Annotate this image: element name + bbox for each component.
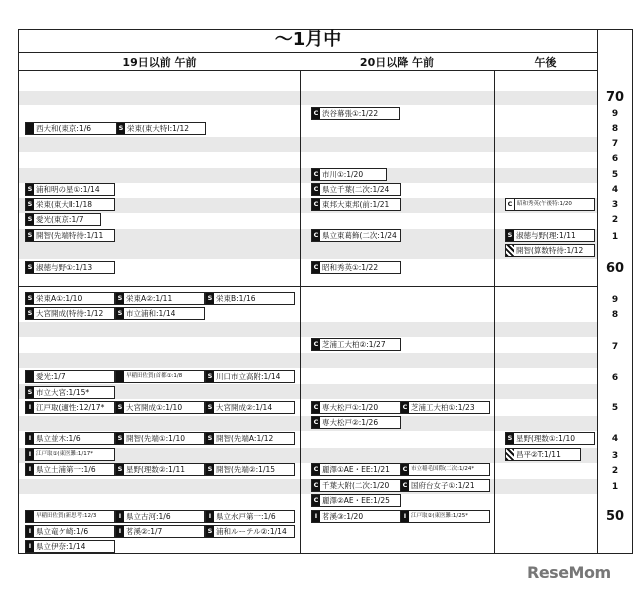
region-marker-icon: C [313,263,319,271]
region-marker-icon: I [312,511,320,522]
scale-label: 1 [611,232,619,242]
school-entry [311,463,401,476]
school-entry [25,122,117,135]
region-marker-icon: C [402,403,408,411]
region-marker-icon: C [313,185,319,193]
region-marker-icon: C [313,418,319,426]
school-entry-label: 芝浦工大柏②:1/27 [322,340,386,349]
region-marker-icon [506,245,514,256]
school-entry-label: 県立伊奈:1/14 [36,542,86,551]
school-entry [25,229,115,242]
school-entry [115,307,205,320]
region-marker-icon: S [27,309,33,317]
school-entry [505,244,595,257]
grid-band [19,353,597,368]
school-entry-label: 西大和(東京:1/6 [36,124,92,133]
school-entry-label: 市立稲毛国際(二次:1/24* [411,466,475,472]
region-marker-icon [116,371,124,382]
region-marker-icon: S [117,309,123,317]
school-entry-label: 県立水戸第一:1/6 [216,512,276,521]
region-marker-icon: C [313,231,319,239]
school-entry [400,463,490,476]
page-title: ～1月中 [274,29,342,50]
school-entry-label: 浦和明の星①:1/14 [36,185,100,194]
school-entry [205,525,295,538]
school-entry-label: 茗溪②:1/7 [126,527,163,536]
school-entry [205,432,295,445]
region-marker-icon [26,511,34,522]
school-entry-label: 浦和ルーテル②:1/14 [216,527,287,536]
school-entry-label: 栄東(東大特Ⅰ:1/12 [127,124,190,133]
region-marker-icon: I [26,526,34,537]
school-entry-label: 昌平②T:1/11 [516,450,561,459]
region-marker-icon: I [116,511,124,522]
school-entry [311,183,401,196]
school-entry [400,510,490,523]
region-marker-icon: S [27,215,33,223]
school-entry [25,386,115,399]
region-marker-icon: I [26,433,34,444]
scale-label: 4 [611,185,619,195]
school-entry [25,448,115,461]
region-marker-icon: S [207,434,213,442]
grid-band [19,479,597,494]
school-entry-label: 市立浦和:1/14 [126,309,176,318]
school-entry-label: 専大松戸①:1/20 [322,403,379,412]
region-marker-icon: S [507,231,513,239]
school-entry-label: 昭和秀英(午後特:1/20 [517,201,572,207]
scale-label: 5 [611,170,619,180]
scale-label: 60 [605,261,625,276]
school-entry-label: 千葉大附(二次:1/20 [322,481,390,490]
school-entry-label: 国府台女子①:1/21 [411,481,475,490]
region-marker-icon: S [117,434,123,442]
region-marker-icon: S [118,124,124,132]
scale-label: 3 [611,200,619,210]
school-entry-label: 昭和秀英①:1/22 [322,263,379,272]
school-entry-label: 芝浦工大柏①:1/23 [411,403,475,412]
school-entry [25,307,115,320]
scale-label: 2 [611,466,619,476]
school-entry [25,261,115,274]
column-divider [494,71,495,554]
region-marker-icon: I [26,541,34,552]
school-entry [400,401,490,414]
school-entry [25,525,115,538]
school-entry [115,432,205,445]
region-marker-icon: C [313,496,319,504]
school-entry-label: 渋谷幕張①:1/22 [322,109,379,118]
scale-label: 9 [611,109,619,119]
school-entry-label: 江戸取(適性:12/17* [36,403,105,412]
school-entry-label: 県立東葛飾(二次:1/24 [322,231,397,240]
school-entry-label: 江戸取①(東医難:1/17* [36,451,94,457]
region-marker-icon: S [117,403,123,411]
school-entry [25,292,115,305]
school-entry-label: 麗澤②AE・EE:1/25 [322,496,390,505]
region-marker-icon: C [313,403,319,411]
region-marker-icon [26,123,34,134]
region-marker-icon: S [117,294,123,302]
region-marker-icon: C [313,109,319,117]
school-entry [115,401,205,414]
school-entry [311,494,401,507]
school-entry-label: 東邦大東邦(前:1/21 [322,200,390,209]
school-entry [311,168,387,181]
scale-label: 4 [611,434,619,444]
scale-label: 3 [611,451,619,461]
grid-band [19,416,597,431]
region-marker-icon: C [402,481,408,489]
school-entry-label: 江戸取②(東医難:1/25* [411,513,469,519]
school-entry [115,525,205,538]
school-entry-label: 県立古河:1/6 [126,512,171,521]
school-entry-label: 開智(先端特待:1/11 [36,231,104,240]
school-entry-label: 早稲田佐賀(首都①:1/8 [126,373,183,379]
scale-label: 8 [611,124,619,134]
school-entry [25,183,115,196]
school-entry [205,463,295,476]
scale-label: 8 [611,310,619,320]
scale-label: 70 [605,90,625,105]
school-entry [25,540,115,553]
region-marker-icon: I [116,526,124,537]
school-entry-label: 大宮開成①:1/10 [126,403,183,412]
school-entry [25,198,115,211]
school-entry-label: 茗溪③:1/20 [322,512,364,521]
school-entry-label: 開智(先端②:1/15 [216,465,276,474]
school-entry [115,510,205,523]
school-entry [115,370,205,383]
school-entry-label: 麗澤①AE・EE:1/21 [322,465,390,474]
school-entry-label: 川口市立高附:1/14 [216,372,281,381]
region-marker-icon: S [207,527,213,535]
section-divider [19,286,597,287]
scale-label: 6 [611,373,619,383]
region-marker-icon: S [207,403,213,411]
scale-label: 7 [611,342,619,352]
school-entry [311,198,401,211]
school-entry-label: 星野(理数①:1/10 [516,434,576,443]
school-entry-label: 開智(先端A:1/12 [216,434,274,443]
school-entry [505,198,595,211]
header-before-19: 19日以前 午前 [19,52,300,71]
school-entry-label: 栄東A①:1/10 [36,294,83,303]
region-marker-icon: I [206,511,214,522]
school-entry [25,370,115,383]
school-entry [311,107,400,120]
region-marker-icon: I [26,402,34,413]
school-entry [25,510,115,523]
school-entry-label: 愛光:1/7 [36,372,66,381]
school-entry-label: 開智(先端①:1/10 [126,434,186,443]
school-entry-label: 星野(理数②:1/11 [126,465,186,474]
school-entry [311,261,401,274]
school-entry [205,401,295,414]
region-marker-icon: S [117,465,123,473]
school-entry [311,510,401,523]
school-entry [205,292,295,305]
school-entry-label: 早稲田佐賀(新思考:12/3 [36,513,97,519]
grid-band [19,322,597,337]
school-entry [116,122,206,135]
school-entry-label: 県立土浦第一:1/6 [36,465,96,474]
region-marker-icon: C [506,199,515,210]
school-entry [311,229,401,242]
school-entry [311,401,401,414]
school-entry-label: 大宮開成(特待:1/12 [36,309,104,318]
school-entry [205,510,295,523]
school-entry-label: 県立竜ケ崎:1/6 [36,527,89,536]
school-entry-label: 市立大宮:1/15* [36,388,90,397]
grid-band [19,91,597,105]
school-entry-label: 栄東B:1/16 [216,294,256,303]
school-entry-label: 淑徳与野①:1/13 [36,263,93,272]
school-entry-label: 愛光(東京:1/7 [36,215,84,224]
region-marker-icon: C [313,170,319,178]
school-entry [505,432,595,445]
region-marker-icon: I [401,511,409,522]
region-marker-icon: I [26,449,34,460]
school-entry [400,479,490,492]
region-marker-icon: C [402,465,408,473]
header-afternoon: 午後 [494,52,597,71]
region-marker-icon: S [507,434,513,442]
region-marker-icon: C [313,481,319,489]
region-marker-icon: C [313,200,319,208]
school-entry [505,229,595,242]
school-entry [25,432,115,445]
school-entry-label: 大宮開成②:1/14 [216,403,273,412]
school-entry-label: 開智(算数特待:1/12 [516,246,584,255]
school-entry [115,463,205,476]
region-marker-icon: S [207,372,213,380]
school-entry-label: 県立並木:1/6 [36,434,81,443]
region-marker-icon: C [313,465,319,473]
scale-label: 7 [611,139,619,149]
resemom-logo: ReseMom [527,563,611,582]
school-entry [205,370,295,383]
school-entry-label: 市川①:1/20 [322,170,364,179]
region-marker-icon: S [27,200,33,208]
grid-band [19,137,597,152]
region-marker-icon: S [27,185,33,193]
school-entry [311,338,401,351]
school-entry [115,292,205,305]
school-entry [25,213,101,226]
region-marker-icon: S [27,263,33,271]
scale-label: 1 [611,482,619,492]
school-entry-label: 栄東A②:1/11 [126,294,173,303]
column-divider [300,71,301,554]
region-marker-icon: I [26,464,34,475]
region-marker-icon [506,449,514,460]
region-marker-icon: S [207,465,213,473]
school-entry [311,479,401,492]
school-entry [505,448,581,461]
school-entry [25,463,115,476]
school-entry-label: 淑徳与野(理:1/11 [516,231,576,240]
region-marker-icon: S [27,388,33,396]
scale-divider [597,29,598,554]
school-entry-label: 栄東(東大Ⅱ:1/18 [36,200,92,209]
grid-band [19,168,597,183]
scale-label: 50 [605,509,625,524]
region-marker-icon: C [313,340,319,348]
school-entry-label: 専大松戸②:1/26 [322,418,379,427]
scale-label: 2 [611,215,619,225]
scale-label: 6 [611,154,619,164]
region-marker-icon [26,371,34,382]
school-entry-label: 県立千葉(二次:1/24 [322,185,390,194]
region-marker-icon: S [207,294,213,302]
school-entry [25,401,115,414]
school-entry [311,416,401,429]
scale-label: 9 [611,295,619,305]
region-marker-icon: S [27,231,33,239]
scale-label: 5 [611,403,619,413]
region-marker-icon: S [27,294,33,302]
header-after-20: 20日以降 午前 [300,52,494,71]
